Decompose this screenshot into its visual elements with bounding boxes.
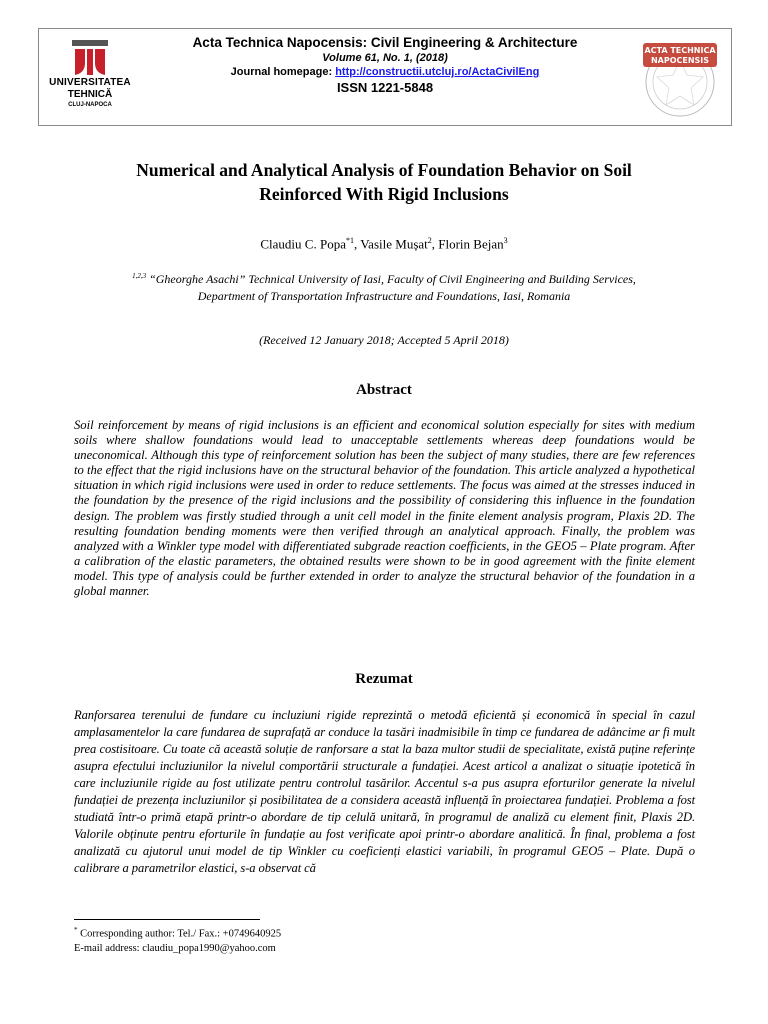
rezumat-text: Ranforsarea terenului de fundare cu incluziuni rigide reprezintă o metodă eficientă și economică în special în cazul amplasamentelor la care fundarea de suprafață ar conduce la tasări inadmisibile în timp ce fundarea de adâncime ar fi mult prea costisitoare. Cu toate că această soluție de ranforsare a stat la baza multor studii de specialitate, există puține referințe asupra efectului incluziunilor la nivelul comportării structurale a fundației. Acest articol a analizat o situație ipotetică în care incluziunile rigide au fost utilizate pentru controlul tasărilor. Accentul s-a pus asupra eforturilor generate la nivelul fundației de prezența incluziunilor și posibilitatea de a considera această influență în proiectarea fundației. Problema a fost studiată într-o primă etapă printr-o abordare de tip celulă unitară, în programul de analiză cu element finit, Plaxis 2D. Valorile obținute pentru eforturile în fundație au fost verificate apoi printr-o abordare analitică. În final, problema a fost analizată cu ajutorul unui model de tip Winkler cu coeficienți elastici variabili, în programul GEO5 – Plate. După o calibrare a parametrilor elastici, s-a observat că: [74, 708, 695, 875]
paper-title-line2: Reinforced With Rigid Inclusions: [259, 184, 509, 204]
journal-info: [135, 34, 635, 96]
journal-header: [38, 28, 732, 126]
rezumat-heading: Rezumat: [355, 671, 413, 687]
acta-technica-seal-icon: [639, 35, 721, 119]
journal-homepage: [135, 65, 635, 79]
author-name: Vasile Mușat: [360, 236, 428, 252]
email-address: E-mail address: claudiu_popa1990@yahoo.com: [74, 942, 276, 954]
affiliation-line2: Department of Transportation Infrastructure and Foundations, Iasi, Romania: [197, 289, 571, 303]
abstract-heading: Abstract: [356, 382, 412, 398]
author-name: Claudiu C. Popa: [260, 236, 346, 252]
footnote-divider: [74, 919, 260, 920]
homepage-link[interactable]: http://constructii.utcluj.ro/ActaCivilEng: [335, 66, 540, 78]
abstract-text: Soil reinforcement by means of rigid inclusions is an efficient and economical solution especially for sites with medium soils where shallow foundations would lead to unacceptable settlements whereas deep foundations would be uneconomical. Although this type of reinforcement solution has been the subject of many studies, there are few references to the effect that the rigid inclusions have on the structural behavior of the foundation. This article analyzed a hypothetical situation in which rigid inclusions were used in order to reduce settlements. The focus was aimed at the stresses induced in the foundation by the presence of the rigid inclusions and the possibility of considering this influence in the foundation design. The problem was firstly studied through a unit cell model in the finite element analysis program, Plaxis 2D. The resulting foundation bending moments were then verified through an analytical approach. Finally, the problem was analyzed with a Winkler type model with differentiated subgrade reaction coefficients, in the GEO5 – Plate program. After a calibration of the elastic parameters, the obtained results were shown to be in good agreement with the finite element model. This type of analysis could be further extended in order to analyze the structural behavior of the foundation in a global manner.: [74, 418, 695, 599]
footnote: [74, 923, 281, 956]
affiliation: [60, 268, 708, 305]
footnote-mark: *: [74, 926, 78, 934]
journal-title: Acta Technica Napocensis: Civil Engineering & Architecture: [192, 35, 578, 50]
corresponding-author: Corresponding author: Tel./ Fax.: +0749640925: [77, 928, 282, 940]
seal-text-line2: NAPOCENSIS: [650, 56, 710, 65]
university-emblem-icon: [70, 37, 110, 77]
author-affil-mark: 2: [427, 236, 432, 245]
author-affil-mark: 3: [503, 236, 508, 245]
paper-title-line1: Numerical and Analytical Analysis of Foundation Behavior on Soil: [136, 160, 632, 180]
author-name: Florin Bejan: [438, 236, 504, 252]
author-list: Claudiu C. Popa$^{*1}$, Vasile Mușat$^2$, Florin Bejan$^3$: [260, 236, 508, 252]
author-affil-mark: *1: [345, 236, 354, 245]
university-name-line3: CLUJ-NAPOCA: [68, 102, 112, 108]
paper-title: [60, 158, 708, 206]
affiliation-line1: “Gheorghe Asachi” Technical University of Iasi, Faculty of Civil Engineering and Building Services,: [149, 272, 636, 286]
university-logo: [49, 37, 131, 117]
received-dates: (Received 12 January 2018; Accepted 5 April 2018): [259, 333, 509, 347]
journal-issn: ISSN 1221-5848: [336, 80, 434, 95]
seal-text-line1: ACTA TECHNICA: [644, 46, 716, 55]
journal-volume: Volume 61, No. 1, (2018): [322, 52, 448, 64]
university-name-line1: UNIVERSITATEA: [49, 77, 131, 88]
acta-technica-logo: [639, 35, 721, 119]
homepage-label: Journal homepage:: [230, 66, 336, 78]
university-name-line2: TEHNICĂ: [67, 89, 113, 100]
affiliation-mark: 1,2,3: [132, 272, 147, 280]
